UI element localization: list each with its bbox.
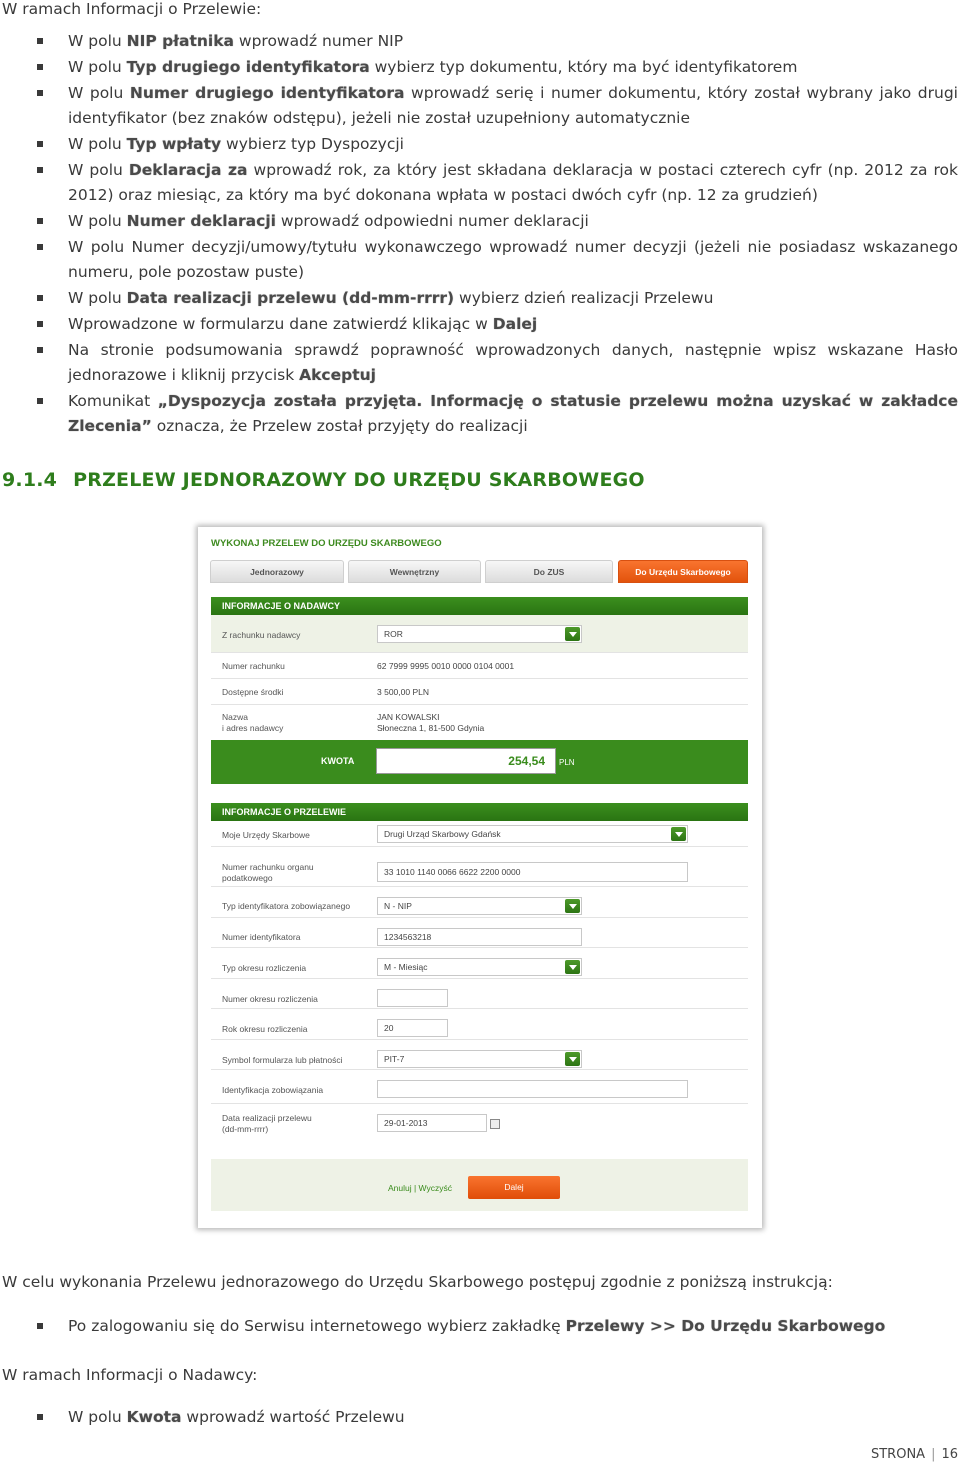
period-number-field[interactable] xyxy=(377,989,448,1007)
amount-input[interactable]: 254,54 xyxy=(376,748,556,774)
form-symbol-label: Symbol formularza lub płatności xyxy=(222,1055,343,1065)
next-button[interactable]: Dalej xyxy=(468,1176,560,1199)
list-item xyxy=(0,29,958,54)
tab-wewnetrzny[interactable]: Wewnętrzny xyxy=(348,560,481,583)
field-name-highlight: „Dyspozycja została przyjęta. Informację o statusie przelewu można uzyskać w zakładce Zlecenia” xyxy=(68,392,958,435)
sender-section-header: INFORMACJE O NADAWCY xyxy=(211,597,748,615)
list-item xyxy=(0,312,958,337)
field-name-highlight: Dalej xyxy=(492,315,538,333)
bullet-icon xyxy=(37,90,43,96)
list-item-text: wprowadź odpowiedni numer deklaracji xyxy=(275,212,589,230)
office-select[interactable] xyxy=(377,825,688,843)
tab-jednorazowy[interactable]: Jednorazowy xyxy=(210,560,344,583)
field-name-highlight: NIP płatnika xyxy=(126,32,234,50)
list-item xyxy=(0,132,958,157)
bullet-icon xyxy=(37,141,43,147)
instruction-list-start xyxy=(0,1314,958,1340)
bullet-icon xyxy=(37,64,43,70)
id-type-value: N - NIP xyxy=(384,901,412,911)
row-form-symbol xyxy=(211,1040,748,1070)
intro-nadawca: W ramach Informacji o Nadawcy: xyxy=(2,1366,258,1384)
chevron-down-icon xyxy=(565,1052,580,1066)
form-title: WYKONAJ PRZELEW DO URZĘDU SKARBOWEGO xyxy=(211,538,442,549)
obligation-label: Identyfikacja zobowiązania xyxy=(222,1085,324,1095)
list-item-text: wybierz dzień realizacji Przelewu xyxy=(454,289,714,307)
list-item xyxy=(0,1314,958,1339)
period-year-field[interactable]: 20 xyxy=(377,1019,448,1037)
page-number: 16 xyxy=(941,1447,958,1462)
funds-label: Dostępne środki xyxy=(222,687,284,697)
date-label-2: (dd-mm-rrrr) xyxy=(222,1124,269,1134)
row-date xyxy=(211,1104,748,1144)
sender-name-label xyxy=(222,712,283,734)
office-label: Moje Urzędy Skarbowe xyxy=(222,830,310,840)
row-obligation xyxy=(211,1070,748,1104)
row-period-type xyxy=(211,948,748,979)
list-item xyxy=(0,389,958,439)
field-name-highlight: Deklaracja za xyxy=(128,161,248,179)
list-item-text: W polu xyxy=(68,84,130,102)
section-title: PRZELEW JEDNORAZOWY DO URZĘDU SKARBOWEGO xyxy=(73,469,645,491)
list-item-text: Po zalogowaniu się do Serwisu internetowego wybierz zakładkę xyxy=(68,1317,566,1335)
footer-label: STRONA xyxy=(870,1447,926,1462)
bullet-icon xyxy=(37,38,43,44)
list-item xyxy=(0,158,958,208)
row-office-account xyxy=(211,847,748,887)
field-name-highlight: Typ wpłaty xyxy=(126,135,222,153)
list-item-text: W polu xyxy=(68,135,127,153)
row-account-number xyxy=(211,653,748,679)
list-item-text: W polu xyxy=(68,58,127,76)
obligation-field[interactable] xyxy=(377,1080,688,1098)
list-item-text: W polu xyxy=(68,1408,127,1426)
list-item-text: W polu xyxy=(68,161,129,179)
amount-label: KWOTA xyxy=(321,756,355,766)
list-item-text: wprowadź wartość Przelewu xyxy=(181,1408,405,1426)
sender-name-label-1: Nazwa xyxy=(222,712,248,722)
form-screenshot xyxy=(198,527,762,1228)
sender-address-value: Słoneczna 1, 81-500 Gdynia xyxy=(377,723,485,733)
account-number-label: Numer rachunku xyxy=(222,661,285,671)
sender-name-label-2: i adres nadawcy xyxy=(222,723,284,733)
cancel-clear-link[interactable]: Anuluj | Wyczyść xyxy=(388,1183,453,1193)
section-number: 9.1.4 xyxy=(2,469,58,491)
list-item xyxy=(0,55,958,80)
date-label xyxy=(222,1113,312,1135)
bullet-icon xyxy=(37,295,43,301)
funds-value: 3 500,00 PLN xyxy=(377,687,429,697)
list-item-text: Komunikat xyxy=(68,392,158,410)
bullet-icon xyxy=(37,218,43,224)
bullet-icon xyxy=(37,244,43,250)
row-sender-name xyxy=(211,705,748,740)
list-item xyxy=(0,209,958,234)
section-heading xyxy=(2,469,661,491)
list-item-text: wprowadź rok, za który jest składana deklaracja w postaci czterech cyfr (np. 2012 za rok 2012) oraz miesiąc, za który ma być dokonana wpłata w postaci dwóch cyfr (np. 12 za grudzień) xyxy=(68,161,958,204)
from-account-value: ROR xyxy=(384,629,403,639)
instruction-list-przelew xyxy=(0,29,958,440)
field-name-highlight: Typ drugiego identyfikatora xyxy=(126,58,370,76)
field-name-highlight: Data realizacji przelewu (dd-mm-rrrr) xyxy=(126,289,455,307)
bullet-icon xyxy=(37,347,43,353)
office-account-label xyxy=(222,862,314,884)
list-item-text: W polu Numer decyzji/umowy/tytułu wykonawczego wprowadź numer decyzji (jeżeli nie posiadasz wskazanego numeru, pole pozostaw puste) xyxy=(68,238,958,281)
date-label-1: Data realizacji przelewu xyxy=(222,1113,312,1123)
list-item-text: wprowadź numer NIP xyxy=(233,32,404,50)
form-symbol-select[interactable] xyxy=(377,1050,582,1068)
id-number-label: Numer identyfikatora xyxy=(222,932,301,942)
field-name-highlight: Numer deklaracji xyxy=(126,212,276,230)
id-number-field[interactable]: 1234563218 xyxy=(377,928,582,946)
bullet-icon xyxy=(37,1323,43,1329)
list-item-text: wybierz typ dokumentu, który ma być identyfikatorem xyxy=(369,58,798,76)
period-type-select[interactable] xyxy=(377,958,582,976)
field-name-highlight: Numer drugiego identyfikatora xyxy=(129,84,405,102)
chevron-down-icon xyxy=(565,899,580,913)
list-item-text: Na stronie podsumowania sprawdź poprawność wprowadzonych danych, następnie wpisz wskazane Hasło jednorazowe i kliknij przycisk xyxy=(68,341,958,384)
list-item-text: W polu xyxy=(68,32,127,50)
list-item xyxy=(0,81,958,131)
period-type-value: M - Miesiąc xyxy=(384,962,428,972)
list-item xyxy=(0,235,958,285)
form-symbol-value: PIT-7 xyxy=(384,1054,405,1064)
row-id-number xyxy=(211,918,748,948)
row-period-year xyxy=(211,1009,748,1040)
office-account-label-1: Numer rachunku organu xyxy=(222,862,314,872)
page-footer xyxy=(871,1447,958,1462)
list-item-text: W polu xyxy=(68,212,127,230)
chevron-down-icon xyxy=(671,827,686,841)
list-item-text: oznacza, że Przelew został przyjęty do realizacji xyxy=(151,417,528,435)
date-field[interactable]: 29-01-2013 xyxy=(377,1114,487,1132)
from-account-select[interactable] xyxy=(377,625,582,643)
list-item-text: wybierz typ Dyspozycji xyxy=(221,135,404,153)
row-id-type xyxy=(211,887,748,918)
field-name-highlight: Przelewy >> Do Urzędu Skarbowego xyxy=(565,1317,886,1335)
office-account-label-2: podatkowego xyxy=(222,873,273,883)
id-type-label: Typ identyfikatora zobowiązanego xyxy=(222,901,351,911)
period-year-label: Rok okresu rozliczenia xyxy=(222,1024,308,1034)
from-account-label: Z rachunku nadawcy xyxy=(222,630,301,640)
bullet-icon xyxy=(37,398,43,404)
row-from-account xyxy=(211,615,748,653)
list-item xyxy=(0,338,958,388)
account-number-value: 62 7999 9995 0010 0000 0104 0001 xyxy=(377,661,515,671)
sender-name-value xyxy=(377,712,484,734)
office-account-field[interactable]: 33 1010 1140 0066 6622 2200 0000 xyxy=(377,862,688,882)
bullet-icon xyxy=(37,1414,43,1420)
list-item-text: W polu xyxy=(68,289,127,307)
tab-do-zus[interactable]: Do ZUS xyxy=(485,560,613,583)
row-funds xyxy=(211,679,748,705)
list-item-text: Wprowadzone w formularzu dane zatwierdź klikając w xyxy=(68,315,493,333)
instruction-list-nadawca xyxy=(0,1405,958,1431)
list-item xyxy=(0,1405,958,1430)
tab-do-urzedu-skarbowego[interactable]: Do Urzędu Skarbowego xyxy=(618,560,748,583)
field-name-highlight: Kwota xyxy=(126,1408,182,1426)
calendar-icon[interactable] xyxy=(490,1119,500,1129)
field-name-highlight: Akceptuj xyxy=(299,366,376,384)
list-item-text: wprowadź serię i numer dokumentu, który został wybrany jako drugi identyfikator (bez znaków odstępu), jeżeli nie został uzupełniony automatycznie xyxy=(68,84,958,127)
id-type-select[interactable] xyxy=(377,897,582,915)
intro-przelew: W ramach Informacji o Przelewie: xyxy=(2,0,262,18)
bullet-icon xyxy=(37,321,43,327)
chevron-down-icon xyxy=(565,627,580,641)
bullet-icon xyxy=(37,167,43,173)
footer-separator: | xyxy=(931,1447,936,1462)
amount-bar xyxy=(211,740,748,784)
row-period-number xyxy=(211,979,748,1009)
row-office xyxy=(211,821,748,847)
office-value: Drugi Urząd Skarbowy Gdańsk xyxy=(384,829,501,839)
currency-label: PLN xyxy=(559,758,575,767)
chevron-down-icon xyxy=(565,960,580,974)
transfer-section-header: INFORMACJE O PRZELEWIE xyxy=(211,803,748,821)
sender-name-value-1: JAN KOWALSKI xyxy=(377,712,440,722)
period-number-label: Numer okresu rozliczenia xyxy=(222,994,318,1004)
list-item xyxy=(0,286,958,311)
period-type-label: Typ okresu rozliczenia xyxy=(222,963,307,973)
instruction-text: W celu wykonania Przelewu jednorazowego do Urzędu Skarbowego postępuj zgodnie z poniższą instrukcją: xyxy=(2,1273,833,1291)
